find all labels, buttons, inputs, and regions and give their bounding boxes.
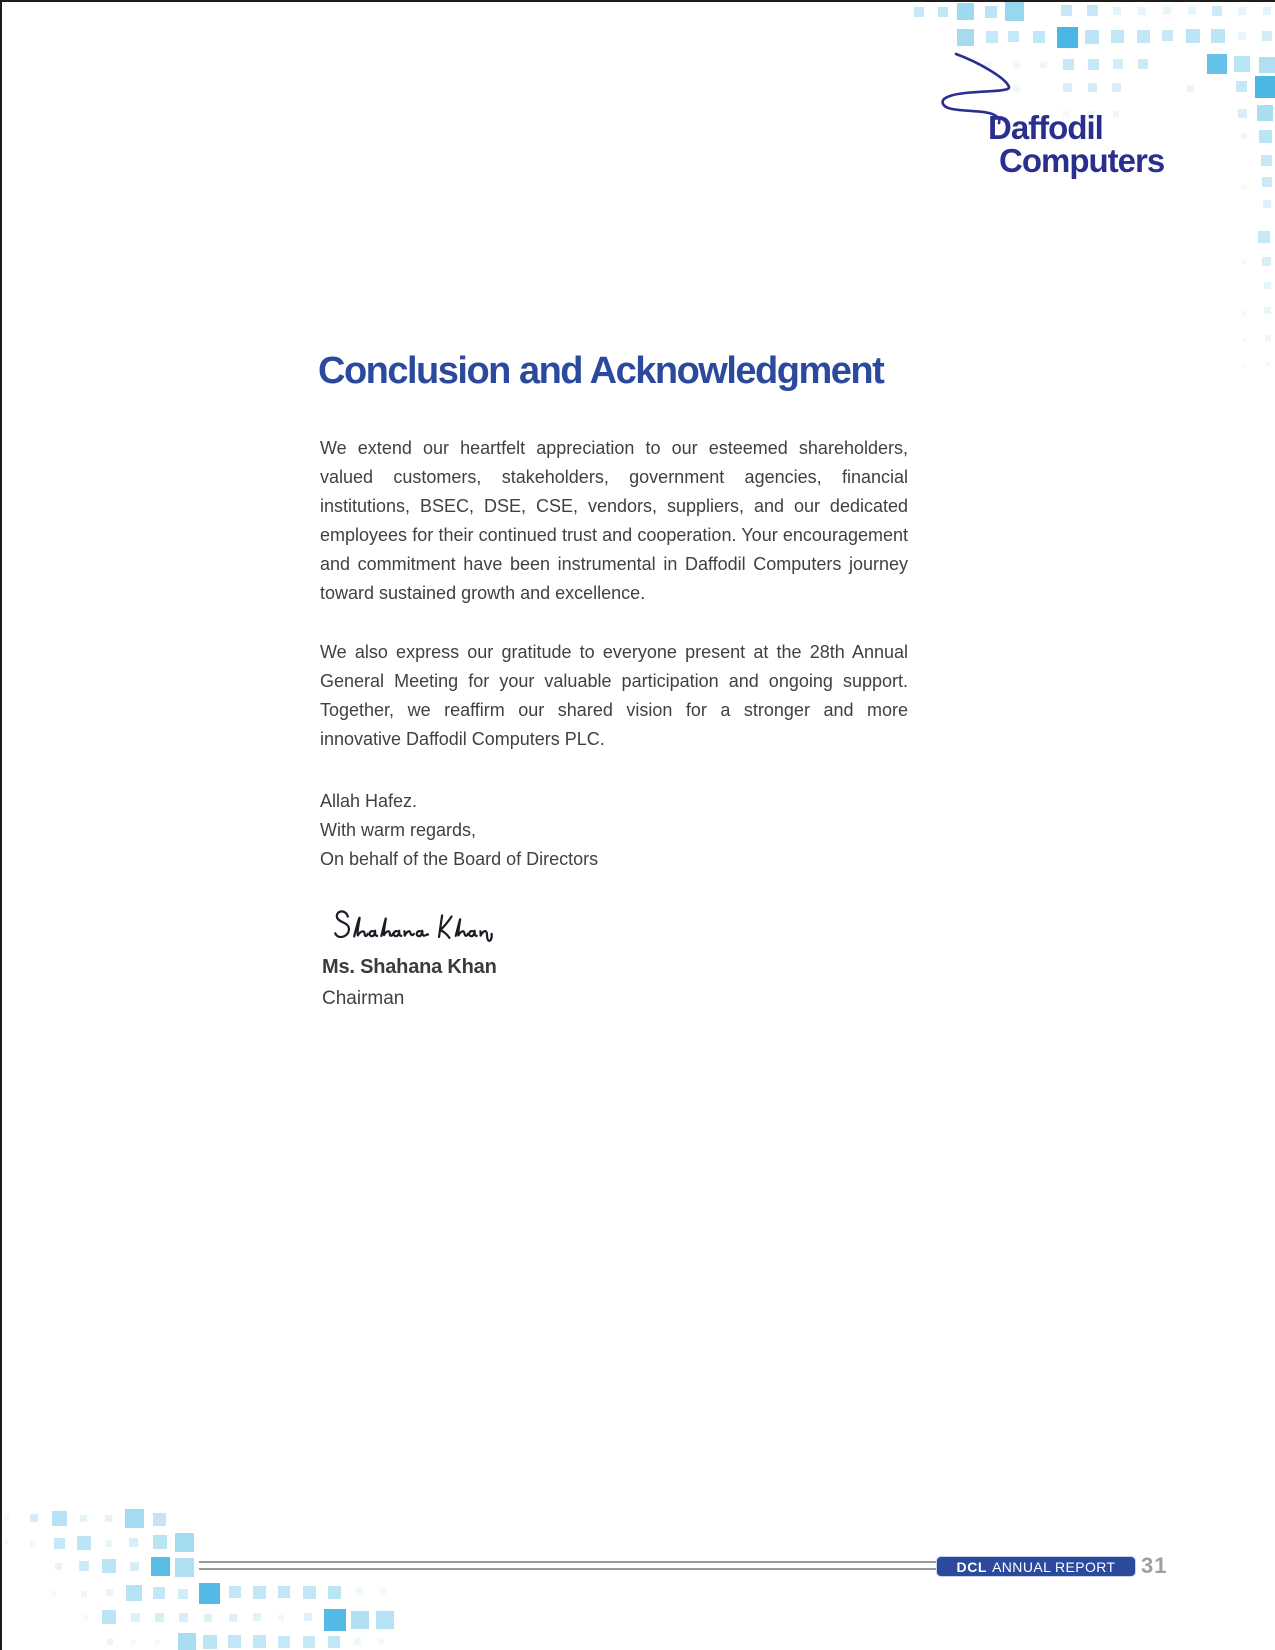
decor-square bbox=[378, 1638, 384, 1644]
decor-square bbox=[126, 1585, 142, 1601]
closing-line-warm-regards: With warm regards, bbox=[320, 820, 477, 840]
decor-square bbox=[131, 1640, 136, 1645]
decor-square bbox=[130, 1562, 139, 1571]
decor-square bbox=[278, 1615, 284, 1621]
decor-square bbox=[1057, 27, 1078, 48]
decor-square bbox=[204, 1614, 212, 1622]
footer-badge-text: ANNUAL REPORT bbox=[992, 1558, 1116, 1575]
decor-square bbox=[125, 1509, 144, 1528]
decor-square bbox=[957, 3, 974, 20]
decor-square bbox=[4, 1540, 8, 1544]
page-title: Conclusion and Acknowledgment bbox=[318, 350, 884, 392]
decor-square bbox=[81, 1591, 87, 1597]
decor-square bbox=[1005, 2, 1024, 21]
decor-square bbox=[1113, 111, 1119, 117]
decor-square bbox=[228, 1635, 241, 1648]
decor-square bbox=[1138, 59, 1148, 69]
decor-square bbox=[278, 1636, 290, 1648]
decor-square bbox=[1138, 7, 1146, 15]
decor-square bbox=[1262, 257, 1271, 266]
decor-square bbox=[102, 1559, 116, 1573]
decor-square bbox=[175, 1533, 194, 1552]
decor-square bbox=[1236, 81, 1247, 92]
decor-square bbox=[1088, 83, 1097, 92]
decor-square bbox=[229, 1586, 241, 1598]
footer-badge-brand: DCL bbox=[956, 1558, 988, 1575]
decor-square bbox=[1188, 7, 1196, 15]
decor-square bbox=[30, 1541, 36, 1547]
decor-square bbox=[1262, 177, 1272, 187]
decor-square bbox=[106, 1589, 113, 1596]
decor-square bbox=[328, 1636, 340, 1648]
decor-square bbox=[203, 1635, 217, 1649]
decor-square bbox=[1211, 29, 1225, 43]
decor-square bbox=[105, 1515, 112, 1522]
decor-square bbox=[1113, 7, 1121, 15]
decor-square bbox=[1063, 83, 1072, 92]
decor-square bbox=[1111, 30, 1124, 43]
decor-square bbox=[1263, 200, 1271, 208]
decor-square bbox=[1163, 7, 1171, 15]
decor-square bbox=[129, 1538, 138, 1547]
decor-square bbox=[1259, 57, 1275, 73]
decor-square bbox=[303, 1636, 315, 1648]
decor-square bbox=[77, 1536, 91, 1550]
decor-square bbox=[83, 1615, 88, 1620]
decor-square bbox=[1262, 31, 1272, 41]
decor-square bbox=[354, 1638, 361, 1645]
decor-square bbox=[55, 1563, 62, 1570]
decor-square bbox=[178, 1589, 188, 1599]
decor-square bbox=[52, 1511, 67, 1526]
decor-square bbox=[105, 1540, 112, 1547]
decor-square bbox=[351, 1611, 369, 1629]
decor-square bbox=[1113, 59, 1123, 69]
decor-square bbox=[253, 1586, 266, 1599]
decor-square bbox=[1257, 105, 1273, 121]
decor-square bbox=[1241, 133, 1247, 139]
decor-square bbox=[199, 1583, 220, 1604]
decor-square bbox=[1063, 59, 1074, 70]
footer-report-badge bbox=[936, 1556, 1136, 1577]
logo-text-line2: Computers bbox=[999, 142, 1165, 179]
decor-square bbox=[79, 1561, 89, 1571]
decor-square bbox=[54, 1538, 65, 1549]
paragraph-gratitude: We also express our gratitude to everyone present at the 28th Annual General Meeting for your valuable participation and ongoing support. Together, we reaffirm our shared vision for a stronger and more innovative Daffodil Computers PLC. bbox=[320, 642, 908, 749]
decor-square bbox=[155, 1613, 164, 1622]
decor-square bbox=[131, 1613, 140, 1622]
decor-square bbox=[1238, 7, 1246, 15]
decor-square bbox=[30, 1514, 38, 1522]
decor-square bbox=[1265, 362, 1270, 367]
decor-square bbox=[1033, 31, 1045, 43]
decor-square bbox=[1137, 30, 1150, 43]
decor-square bbox=[253, 1613, 261, 1621]
decor-square bbox=[1212, 6, 1222, 16]
decor-square bbox=[102, 1610, 116, 1624]
decor-square bbox=[957, 29, 974, 46]
closing-block bbox=[320, 787, 908, 874]
decor-square bbox=[1263, 7, 1271, 15]
decor-square bbox=[356, 1588, 363, 1595]
decor-square bbox=[1040, 61, 1047, 68]
closing-line-allah-hafez: Allah Hafez. bbox=[320, 791, 418, 811]
decor-square bbox=[1186, 29, 1200, 43]
decor-square bbox=[376, 1611, 394, 1629]
decor-square bbox=[1207, 54, 1227, 74]
decor-square bbox=[80, 1515, 87, 1522]
decor-square bbox=[1162, 30, 1173, 41]
decor-square bbox=[1241, 184, 1247, 190]
decor-square bbox=[1238, 109, 1247, 118]
decor-square bbox=[379, 1588, 386, 1595]
decor-square bbox=[1088, 59, 1099, 70]
decor-square bbox=[151, 1557, 170, 1576]
decor-square bbox=[985, 6, 997, 18]
decor-square bbox=[1087, 5, 1098, 16]
decor-square bbox=[1264, 307, 1271, 314]
decor-square bbox=[155, 1640, 160, 1645]
decor-square bbox=[1242, 259, 1247, 264]
decor-square bbox=[1234, 56, 1250, 72]
decor-square bbox=[175, 1558, 194, 1577]
decor-square bbox=[1264, 282, 1271, 289]
decor-square bbox=[328, 1586, 341, 1599]
closing-line-on-behalf: On behalf of the Board of Directors bbox=[320, 849, 599, 869]
decor-square bbox=[107, 1639, 113, 1645]
decor-square bbox=[303, 1586, 316, 1599]
decor-square bbox=[1187, 85, 1194, 92]
decor-square bbox=[1261, 155, 1272, 166]
decor-square bbox=[1085, 30, 1099, 44]
decor-square bbox=[278, 1586, 290, 1598]
signature-image bbox=[324, 905, 510, 949]
signatory-name: Ms. Shahana Khan bbox=[322, 956, 497, 978]
decor-square bbox=[153, 1513, 166, 1526]
decor-square bbox=[304, 1613, 312, 1621]
decor-square bbox=[1258, 231, 1270, 243]
decor-square bbox=[179, 1613, 188, 1622]
decor-square bbox=[4, 1515, 9, 1520]
decor-square bbox=[51, 1591, 56, 1596]
signatory-title: Chairman bbox=[322, 988, 405, 1009]
paragraph-appreciation: We extend our heartfelt appreciation to our esteemed shareholders, valued customers, stakeholders, government agencies, financial institutions, BSEC, DSE, CSE, vendors, suppliers, and our dedicated employees for their continued trust and cooperation. Your encouragement and commitment have been instrumental in Daffodil Computers journey toward sustained growth and excellence. bbox=[320, 438, 908, 603]
decor-square bbox=[1265, 335, 1271, 341]
decor-square bbox=[1259, 130, 1272, 143]
decor-square bbox=[986, 31, 998, 43]
decor-square bbox=[914, 7, 924, 17]
decor-square bbox=[1243, 338, 1247, 342]
decor-square bbox=[1238, 32, 1246, 40]
decor-square bbox=[1112, 83, 1121, 92]
footer-double-rule bbox=[199, 1561, 944, 1570]
decor-square bbox=[153, 1535, 167, 1549]
decor-square bbox=[1061, 5, 1072, 16]
decor-square bbox=[178, 1633, 196, 1650]
decor-square bbox=[324, 1609, 346, 1631]
decor-square bbox=[153, 1587, 165, 1599]
decor-square bbox=[1242, 311, 1247, 316]
decor-square bbox=[229, 1614, 237, 1622]
decor-square bbox=[1008, 31, 1019, 42]
page-number: 31 bbox=[1141, 1553, 1168, 1578]
decor-square bbox=[1255, 76, 1275, 98]
decor-square bbox=[1243, 364, 1247, 368]
logo-text-line1: Daffodil bbox=[988, 109, 1103, 146]
decor-square bbox=[938, 7, 948, 17]
decor-square bbox=[253, 1635, 266, 1648]
